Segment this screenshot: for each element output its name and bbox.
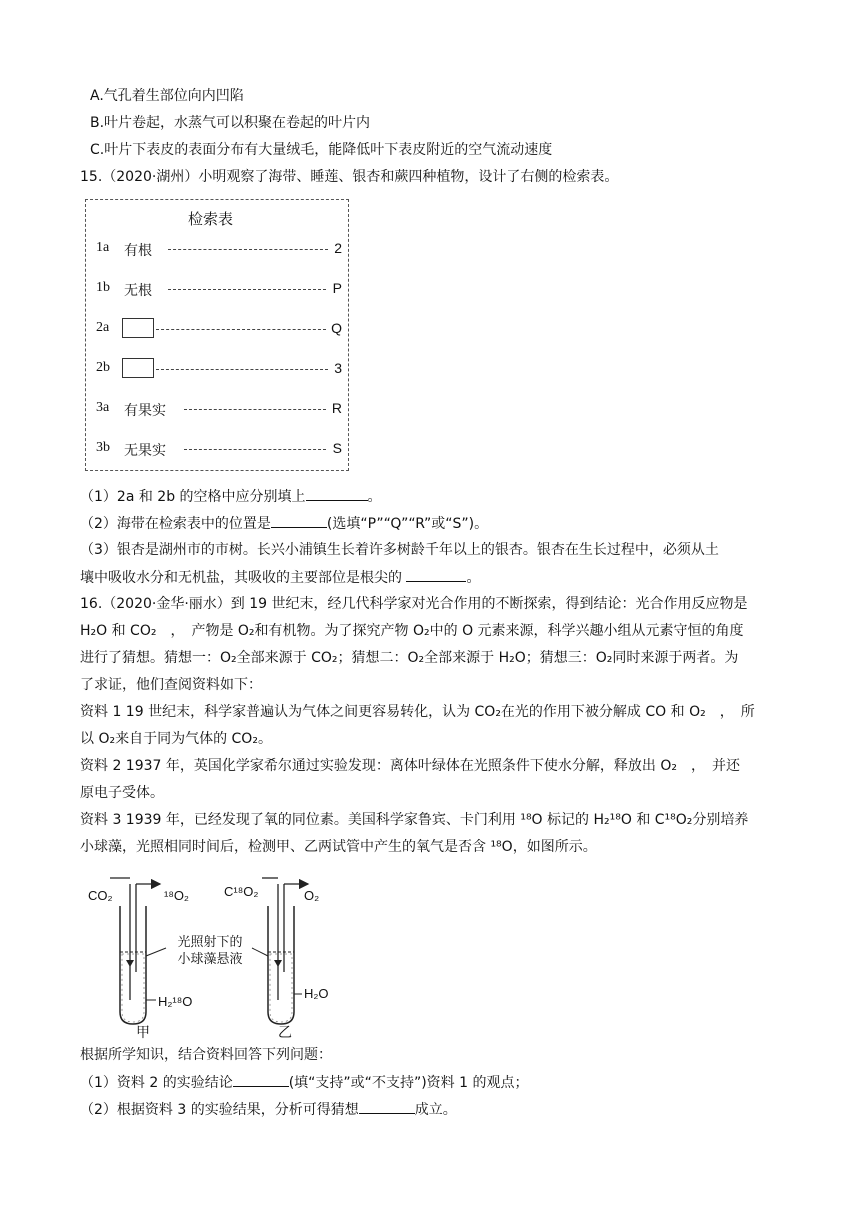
resource-2-line1: 资料 2 1937 年，英国化学家希尔通过实验发现：离体叶绿体在光照条件下使水分解，释放出 O₂ ， 并还 [80,758,740,774]
caption-pointer [146,948,166,956]
tube-yi [262,878,308,1024]
dash-leader [156,329,326,330]
dash-leader [184,409,326,410]
q16-part1 [80,1072,528,1093]
dash-leader [168,289,326,290]
key-code: 3a [96,400,110,415]
key-row-3a [96,400,342,420]
key-result: S [332,440,342,456]
experiment-figure [80,872,360,1042]
q16-part1-text: （1）资料 2 的实验结论 [80,1075,233,1091]
key-row-2a [96,320,342,340]
key-table [85,199,349,471]
key-result: Q [331,320,342,336]
q16-stem-line2: H₂O 和 CO₂ ， 产物是 O₂和有机物。为了探究产物 O₂中的 O 元素来源，科学兴趣小组从元素守恒的角度 [80,623,744,639]
key-code: 2a [96,320,110,335]
key-row-2b [96,360,342,380]
key-text: 无根 [124,283,152,299]
q16-part1-end: (填“支持”或“不支持”)资料 1 的观点； [288,1075,529,1091]
key-row-1a [96,240,342,260]
answer-blank[interactable] [359,1099,415,1114]
key-result: R [331,400,342,416]
dash-leader [156,369,328,370]
blank-box [122,318,154,338]
q15-part2-text: （2）海带在检索表中的位置是 [80,516,271,532]
resource-3-line2: 小球藻，光照相同时间后，检测甲、乙两试管中产生的氧气是否含 ¹⁸O，如图所示。 [80,839,597,855]
right-gas-in: C¹⁸O₂ [224,884,259,899]
key-code: 1b [96,280,110,295]
answer-intro: 根据所学知识，结合资料回答下列问题： [80,1047,332,1063]
key-result: P [332,280,342,296]
resource-1-line2: 以 O₂来自于同为气体的 CO₂。 [80,731,272,747]
option-a: A.气孔着生部位向内凹陷 [90,88,244,104]
q16-part2 [80,1099,457,1120]
key-text: 有果实 [124,403,166,419]
q16-stem-line4: 了求证，他们查阅资料如下： [80,677,262,693]
dash-leader [184,449,326,450]
key-text: 无果实 [124,443,166,459]
key-row-3b [96,440,342,460]
tube-yi-label: 乙 [278,1025,292,1041]
key-result: 3 [334,360,342,376]
q15-part2 [80,513,488,534]
right-gas-out: O₂ [304,888,320,903]
q15-part1-end: 。 [367,489,382,505]
blank-box [122,358,154,378]
option-b: B.叶片卷起，水蒸气可以积聚在卷起的叶片内 [90,115,371,131]
answer-blank[interactable] [406,567,466,582]
key-result: 2 [334,240,342,256]
q15-part3-end: 。 [466,570,481,586]
key-row-1b [96,280,342,300]
resource-2-line2: 原电子受体。 [80,785,164,801]
tube-jia [110,878,160,1024]
answer-blank[interactable] [233,1072,289,1087]
key-code: 3b [96,440,110,455]
key-text: 有根 [124,243,152,259]
dash-leader [168,249,328,250]
q15-part1 [80,486,382,507]
answer-blank[interactable] [306,486,368,501]
caption-line1: 光照射下的 [177,935,243,950]
tube-jia-label: 甲 [136,1025,150,1041]
q16-part2-text: （2）根据资料 3 的实验结果，分析可得猜想 [80,1102,359,1118]
resource-1-line1: 资料 1 19 世纪末，科学家普遍认为气体之间更容易转化，认为 CO₂在光的作用下被分解成 CO 和 O₂ ， 所 [80,704,755,720]
q15-stem: 15.（2020·湖州）小明观察了海带、睡莲、银杏和蕨四种植物，设计了右侧的检索表。 [80,169,619,185]
left-water-label: H₂¹⁸O [158,994,193,1009]
q15-part1-text: （1）2a 和 2b 的空格中应分别填上 [80,489,306,505]
key-table-title: 检索表 [188,210,234,228]
q15-part3-text: 壤中吸收水分和无机盐，其吸收的主要部位是根尖的 [80,570,402,586]
caption-pointer [252,948,268,956]
option-c: C.叶片下表皮的表面分布有大量绒毛，能降低叶下表皮附近的空气流动速度 [90,142,553,158]
caption-line2: 小球藻悬液 [177,952,243,967]
q15-part3-line1: （3）银杏是湖州市的市树。长兴小浦镇生长着许多树龄千年以上的银杏。银杏在生长过程中，必须从土 [80,542,719,558]
suspension-caption [174,934,246,968]
left-gas-in: CO₂ [88,888,113,903]
left-gas-out: ¹⁸O₂ [164,888,189,903]
q15-part2-end: (选填“P”“Q”“R”或“S”)。 [326,516,489,532]
key-code: 1a [96,240,110,255]
key-code: 2b [96,360,110,375]
q16-stem-line3: 进行了猜想。猜想一：O₂全部来源于 CO₂；猜想二：O₂全部来源于 H₂O；猜想三：O₂同时来源于两者。为 [80,650,739,666]
resource-3-line1: 资料 3 1939 年，已经发现了氧的同位素。美国科学家鲁宾、卡门利用 ¹⁸O 标记的 H₂¹⁸O 和 C¹⁸O₂分别培养 [80,812,749,828]
answer-blank[interactable] [271,513,327,528]
q15-part3-line2 [80,567,480,588]
right-water-label: H₂O [304,986,329,1001]
q16-part2-end: 成立。 [414,1102,457,1118]
q16-stem-line1: 16.（2020·金华·丽水）到 19 世纪末，经几代科学家对光合作用的不断探索，得到结论：光合作用反应物是 [80,596,748,612]
